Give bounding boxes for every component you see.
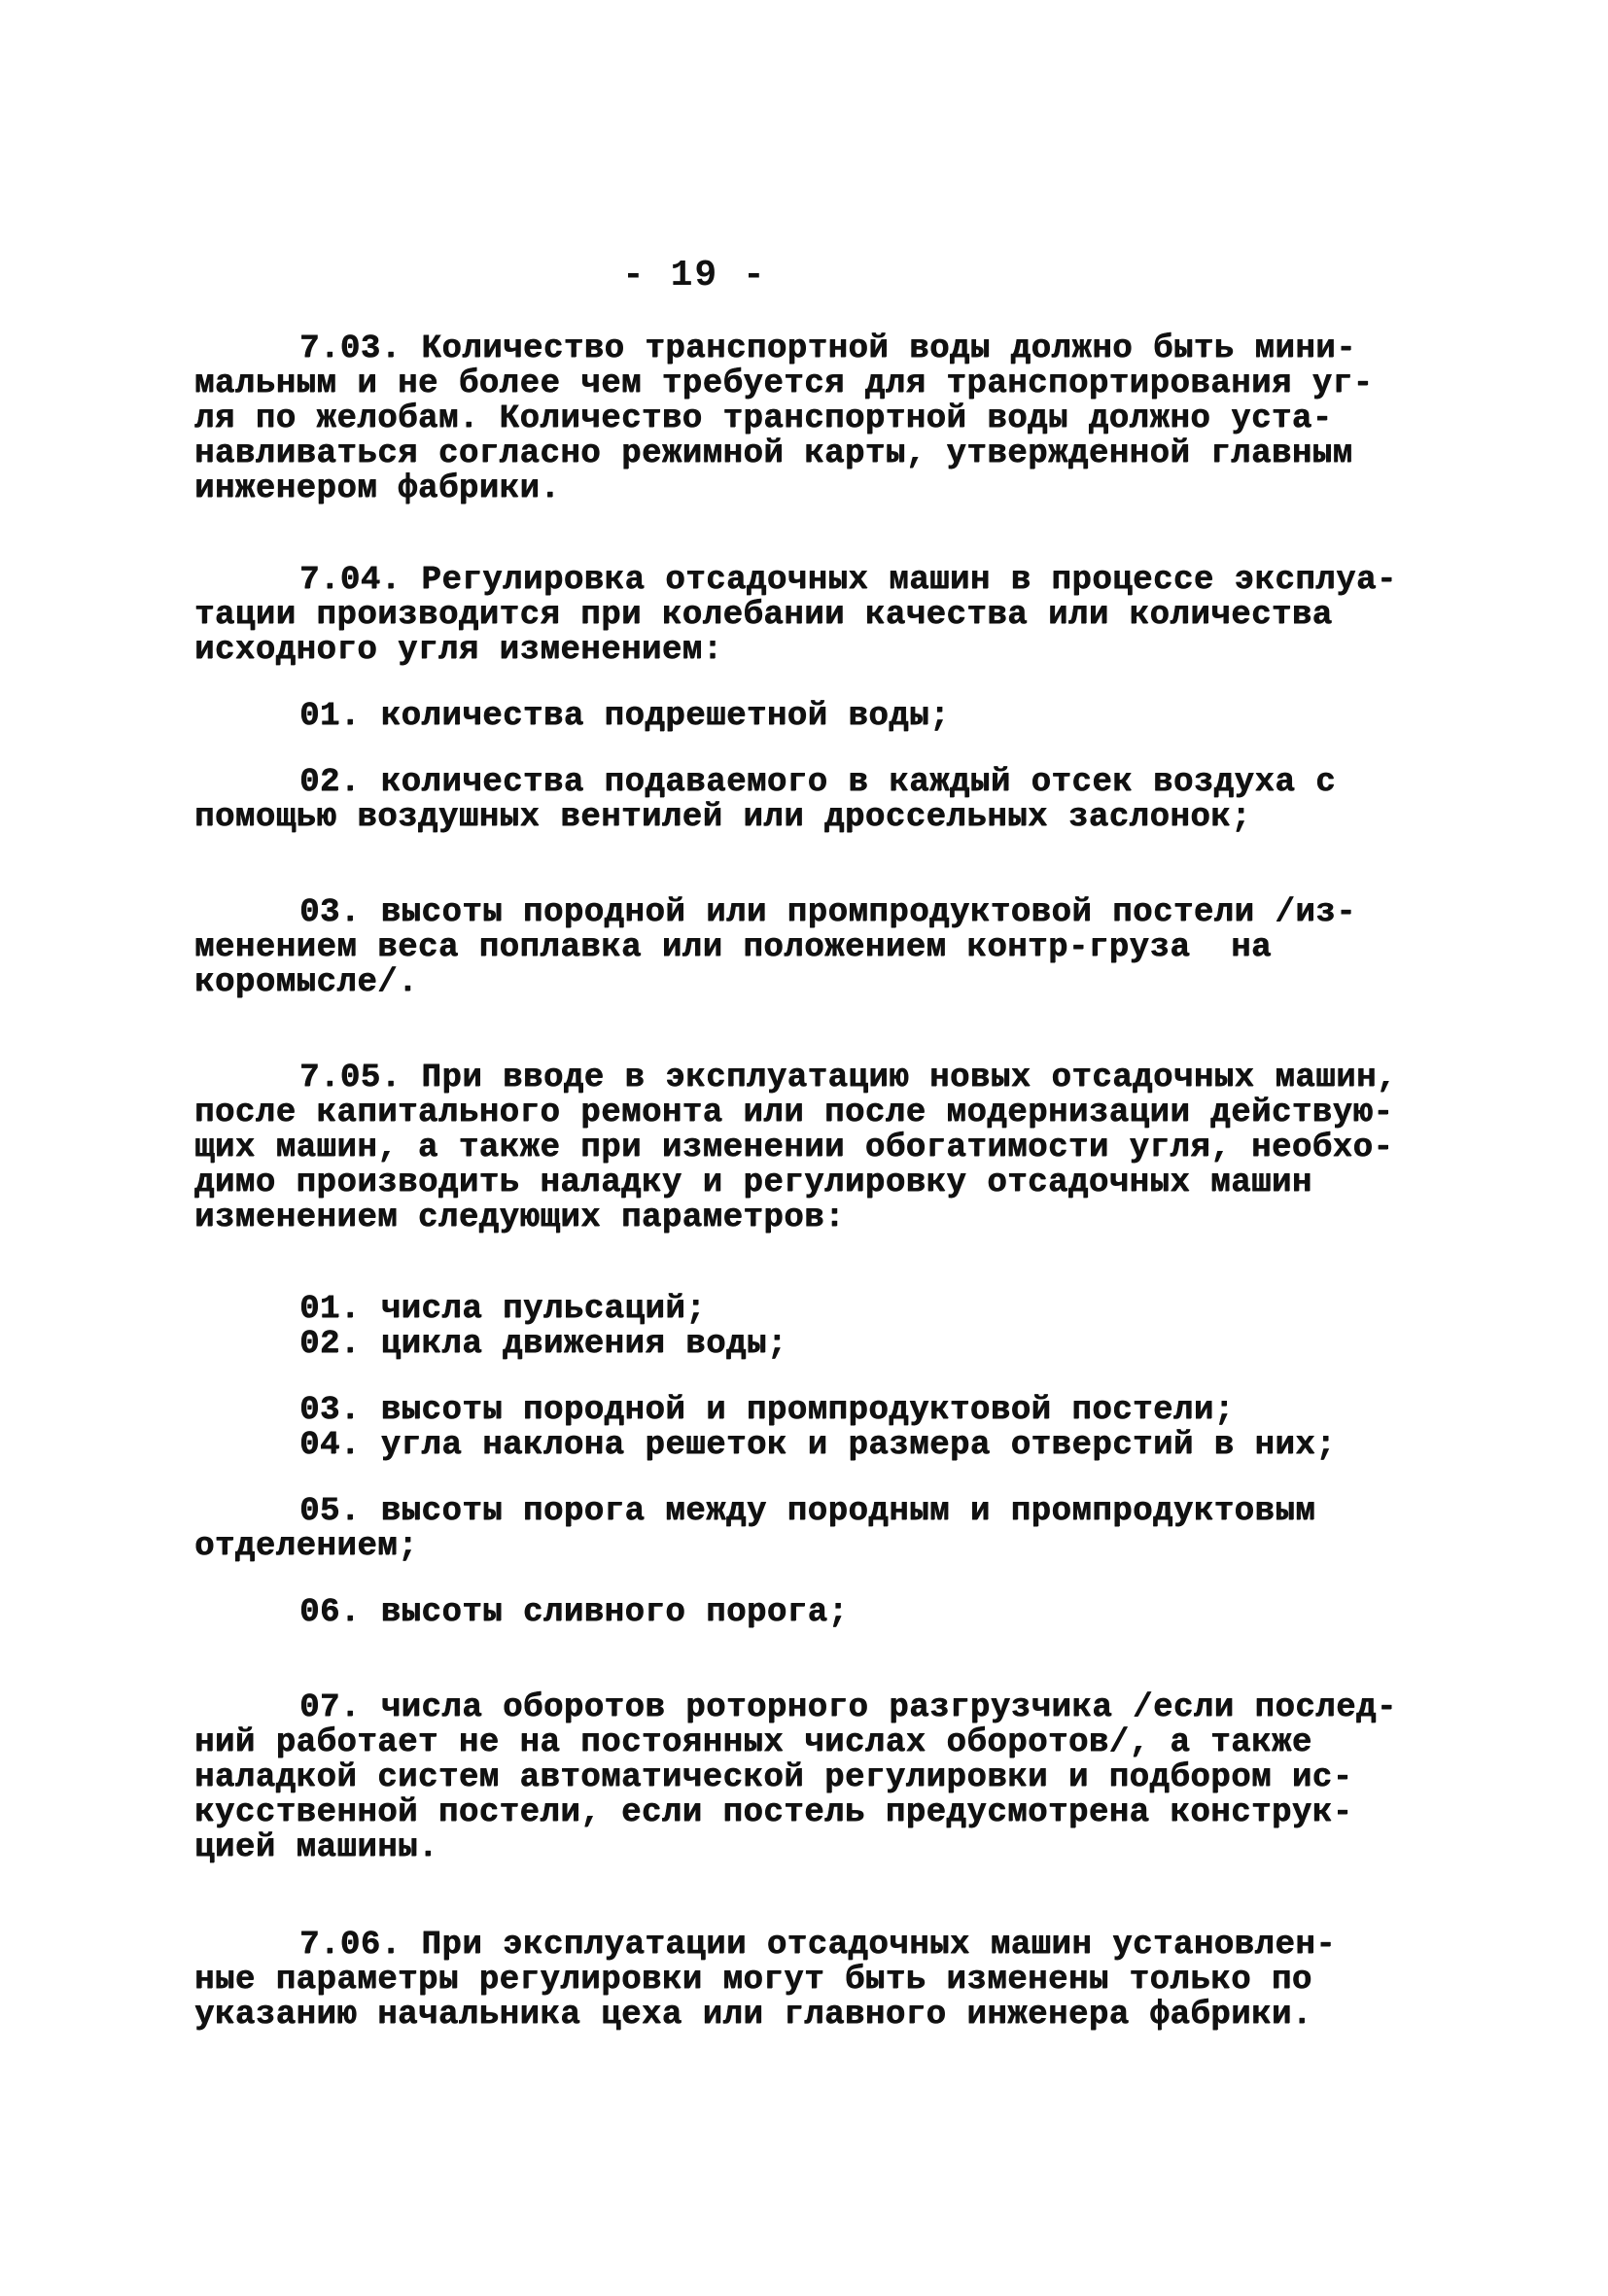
text-line: 7.06. При эксплуатации отсадочных машин установлен- [299, 1927, 1337, 1964]
list-item: 03. высоты породной и промпродуктовой постели; [299, 1392, 1235, 1429]
text-line: после капитального ремонта или после модернизации действую- [194, 1095, 1394, 1131]
text-line: изменением следующих параметров: [194, 1200, 845, 1236]
text-line: 7.05. При вводе в эксплуатацию новых отсадочных машин, [299, 1060, 1397, 1096]
text-line: навливаться согласно режимной карты, утвержденной главным [194, 435, 1353, 472]
text-line: отделением; [194, 1528, 418, 1565]
list-item: 01. количества подрешетной воды; [299, 698, 950, 735]
text-line: 7.04. Регулировка отсадочных машин в процессе эксплуа- [299, 562, 1397, 599]
text-line: ний работает не на постоянных числах оборотов/, а также [194, 1724, 1312, 1761]
list-item: 02. цикла движения воды; [299, 1326, 787, 1363]
text-line: указанию начальника цеха или главного инженера фабрики. [194, 1997, 1312, 2034]
text-line: исходного угля изменением: [194, 632, 723, 669]
text-line: щих машин, а также при изменении обогатимости угля, необхо- [194, 1130, 1394, 1166]
text-line: коромысле/. [194, 964, 418, 1001]
text-line: 7.03. Количество транспортной воды должно быть мини- [299, 330, 1356, 367]
text-line: наладкой систем автоматической регулировки и подбором ис- [194, 1759, 1353, 1796]
page-number: - 19 - [622, 255, 767, 296]
list-item: 04. угла наклона решеток и размера отверстий в них; [299, 1427, 1337, 1464]
list-item: 03. высоты породной или промпродуктовой постели /из- [299, 894, 1356, 931]
list-item: 02. количества подаваемого в каждый отсек воздуха с [299, 764, 1337, 801]
text-line: помощью воздушных вентилей или дроссельных заслонок; [194, 799, 1251, 836]
list-item: 01. числа пульсаций; [299, 1291, 707, 1328]
text-line: инженером фабрики. [194, 470, 561, 507]
text-line: менением веса поплавка или положением контр-груза на [194, 929, 1272, 966]
text-line: цией машины. [194, 1829, 438, 1866]
list-item: 05. высоты порога между породным и промпродуктовым [299, 1493, 1316, 1530]
text-line: кусственной постели, если постель предусмотрена конструк- [194, 1794, 1353, 1831]
text-line: ные параметры регулировки могут быть изменены только по [194, 1962, 1312, 1999]
list-item: 07. числа оборотов роторного разгрузчика /если послед- [299, 1689, 1397, 1726]
text-line: димо производить наладку и регулировку отсадочных машин [194, 1165, 1312, 1201]
list-item: 06. высоты сливного порога; [299, 1594, 849, 1631]
text-line: ля по желобам. Количество транспортной воды должно уста- [194, 400, 1333, 437]
text-line: тации производится при колебании качества или количества [194, 597, 1333, 634]
text-line: мальным и не более чем требуется для транспортирования уг- [194, 365, 1374, 402]
